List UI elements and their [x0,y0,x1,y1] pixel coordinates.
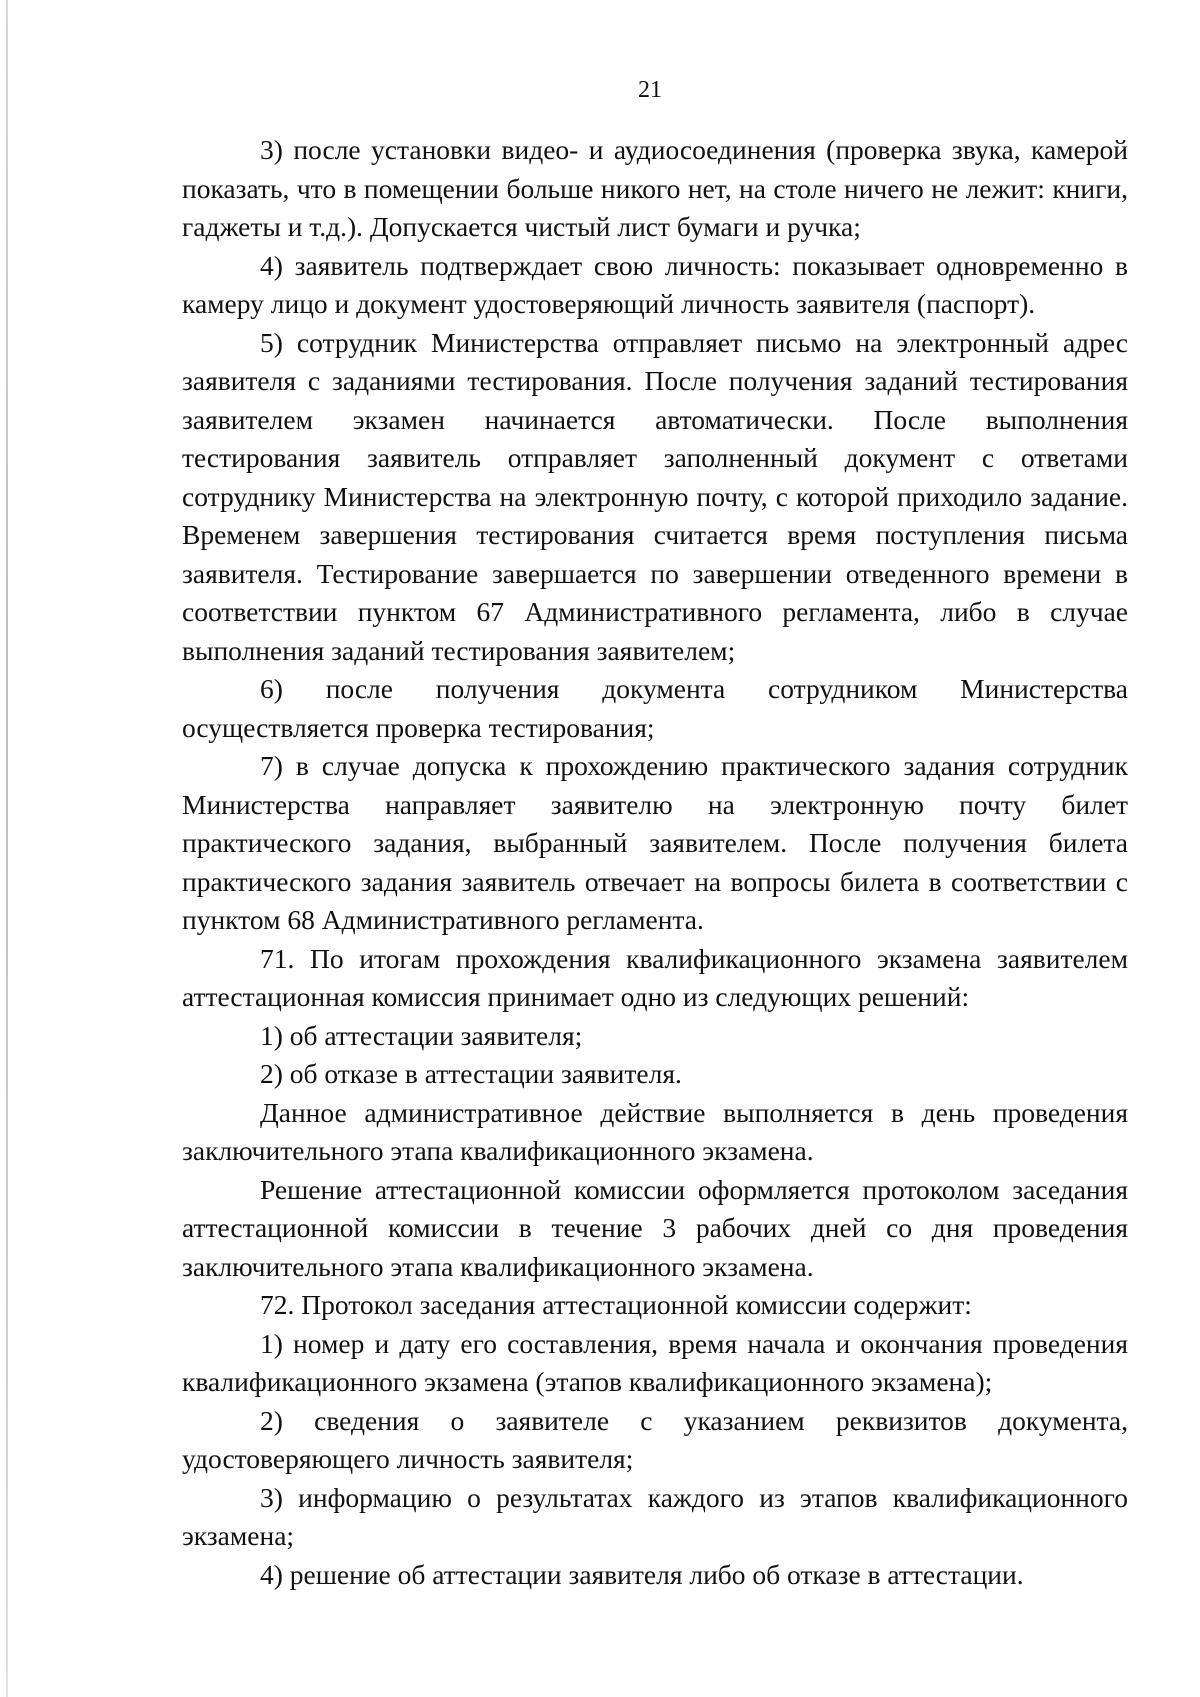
paragraph-clause-71: 71. По итогам прохождения квалификационного экзамена заявителем аттестационная комиссия принимает одно из следующих решений: [182,942,1128,1012]
paragraph-decision-2: 2) об отказе в аттестации заявителя. [260,1058,682,1089]
paragraph-item-3: 3) после установки видео- и аудиосоединения (проверка звука, камерой показать, что в помещении больше никого нет, на столе ничего не лежит: книги, гаджеты и т.д.). Допускается чистый лист бумаги и ручка; [182,134,1128,242]
paragraph-protocol-item-3: 3) информацию о результатах каждого из этапов квалификационного экзамена; [182,1481,1128,1551]
paragraph-item-6: 6) после получения документа сотрудником Министерства осуществляется проверка тестирования; [182,673,1128,743]
paragraph-decision-1: 1) об аттестации заявителя; [260,1019,583,1051]
paragraph-protocol-item-4: 4) решение об аттестации заявителя либо об отказе в аттестации. [260,1558,1024,1590]
paragraph-clause-72: 72. Протокол заседания аттестационной комиссии содержит: [260,1289,972,1320]
paragraph-protocol-item-2: 2) сведения о заявителе с указанием реквизитов документа, удостоверяющего личность заявителя; [182,1404,1128,1474]
paragraph-item-7: 7) в случае допуска к прохождению практического задания сотрудник Министерства направляет заявителю на электронную почту билет практического задания, выбранный заявителем. После получения билета практического задания заявитель отвечает на вопросы билета в соответствии с пунктом 68 Административного регламента. [182,750,1128,935]
scan-edge-shadow [6,0,8,1697]
paragraph-protocol-timing: Решение аттестационной комиссии оформляется протоколом заседания аттестационной комиссии в течение 3 рабочих дней со дня проведения заключительного этапа квалификационного экзамена. [182,1173,1128,1282]
paragraph-item-5: 5) сотрудник Министерства отправляет письмо на электронный адрес заявителя с заданиями тестирования. После получения заданий тестирования заявителем экзамен начинается автоматически. После выполнения тестирования заявитель отправляет заполненный документ с ответами сотруднику Министерства на электронную почту, с которой приходило задание. Временем завершения тестирования считается время поступления письма заявителя. Тестирование завершается по завершении отведенного времени в соответствии пунктом 67 Административного регламента, либо в случае выполнения заданий тестирования заявителем; [182,326,1128,666]
paragraph-action-timing: Данное административное действие выполняется в день проведения заключительного этапа квалификационного экзамена. [182,1096,1128,1166]
document-body [182,131,1128,1594]
paragraph-item-4: 4) заявитель подтверждает свою личность: показывает одновременно в камеру лицо и документ удостоверяющий личность заявителя (паспорт). [182,249,1128,319]
paragraph-protocol-item-1: 1) номер и дату его составления, время начала и окончания проведения квалификационного экзамена (этапов квалификационного экзамена); [182,1327,1128,1397]
page-number: 21 [638,77,662,103]
